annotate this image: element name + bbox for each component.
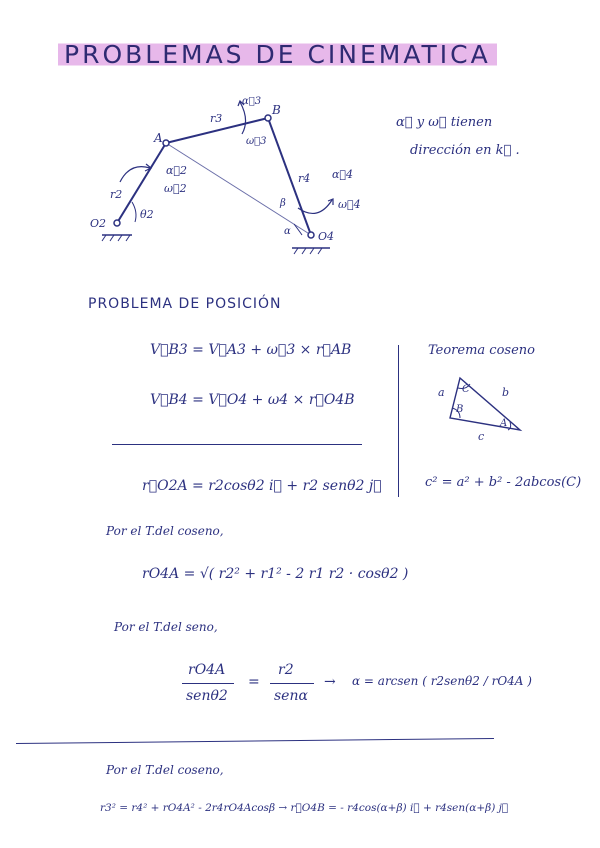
tri-label-b: b bbox=[502, 386, 510, 399]
sine-arrow: → bbox=[324, 674, 336, 690]
label-A: A bbox=[154, 131, 163, 145]
alpha-result: α = arcsen ( r2senθ2 / rO4A ) bbox=[352, 674, 532, 688]
velocity-eq-b3: V⃗B3 = V⃗A3 + ω⃗3 × r⃗AB bbox=[150, 342, 352, 358]
sine-den-right: senα bbox=[274, 688, 308, 704]
label-r2: r2 bbox=[110, 188, 123, 201]
label-alpha2: α⃗2 bbox=[166, 164, 188, 177]
four-bar-mechanism-diagram bbox=[80, 90, 370, 265]
by-cosine-label-2: Por el T.del coseno, bbox=[106, 763, 224, 777]
sine-num-left: rO4A bbox=[188, 662, 226, 678]
label-r3: r3 bbox=[210, 112, 223, 125]
by-sine-label: Por el T.del seno, bbox=[114, 620, 218, 634]
label-alpha4: α⃗4 bbox=[332, 168, 354, 181]
cosine-theorem-title: Teorema coseno bbox=[428, 343, 535, 358]
label-O2: O2 bbox=[90, 217, 107, 230]
label-O4: O4 bbox=[318, 230, 335, 243]
velocity-eq-b4: V⃗B4 = V⃗O4 + ω4 × r⃗O4B bbox=[150, 392, 355, 408]
sine-num-right: r2 bbox=[278, 662, 294, 678]
sine-den-left: senθ2 bbox=[186, 688, 228, 704]
tri-label-A: A bbox=[500, 418, 508, 429]
section-position-heading: PROBLEMA DE POSICIÓN bbox=[88, 296, 282, 312]
by-cosine-label-1: Por el T.del coseno, bbox=[106, 524, 224, 538]
tri-label-c: c bbox=[478, 430, 485, 443]
tri-label-a: a bbox=[438, 386, 445, 399]
vertical-divider bbox=[398, 345, 399, 497]
label-alpha: α bbox=[284, 226, 291, 237]
direction-note-line2: dirección en k⃗ . bbox=[410, 143, 520, 158]
tri-label-B: B bbox=[456, 404, 464, 415]
divider-1 bbox=[112, 444, 362, 445]
label-omega3: ω⃗3 bbox=[246, 136, 267, 147]
label-alpha3: α⃗3 bbox=[242, 96, 262, 107]
position-eq: r⃗O2A = r2cosθ2 i⃗ + r2 senθ2 j⃗ bbox=[142, 478, 382, 494]
label-B: B bbox=[272, 103, 281, 117]
label-omega2: ω⃗2 bbox=[164, 182, 187, 195]
cosine-formula: c² = a² + b² - 2abcos(C) bbox=[425, 475, 582, 490]
direction-note-line1: α⃗ y ω⃗ tienen bbox=[396, 115, 493, 130]
label-beta: β bbox=[280, 198, 286, 209]
tri-label-C: C bbox=[462, 384, 470, 395]
cosine-triangle bbox=[430, 366, 540, 446]
sine-equals: = bbox=[248, 674, 260, 690]
label-omega4: ω⃗4 bbox=[338, 198, 361, 211]
diagonal-a-o4 bbox=[166, 143, 311, 235]
label-theta2: θ2 bbox=[140, 208, 154, 221]
divider-2 bbox=[16, 738, 494, 744]
page-title: PROBLEMAS DE CINEMATICA bbox=[58, 40, 497, 69]
r-o4a-eq: rO4A = √( r2² + r1² - 2 r1 r2 · cosθ2 ) bbox=[142, 566, 409, 582]
final-eq: r3² = r4² + rO4A² - 2r4rO4Acosβ → r⃗O4B = - r4cos(α+β) i⃗ + r4sen(α+β) j⃗ bbox=[100, 802, 509, 814]
label-r4: r4 bbox=[298, 172, 311, 185]
